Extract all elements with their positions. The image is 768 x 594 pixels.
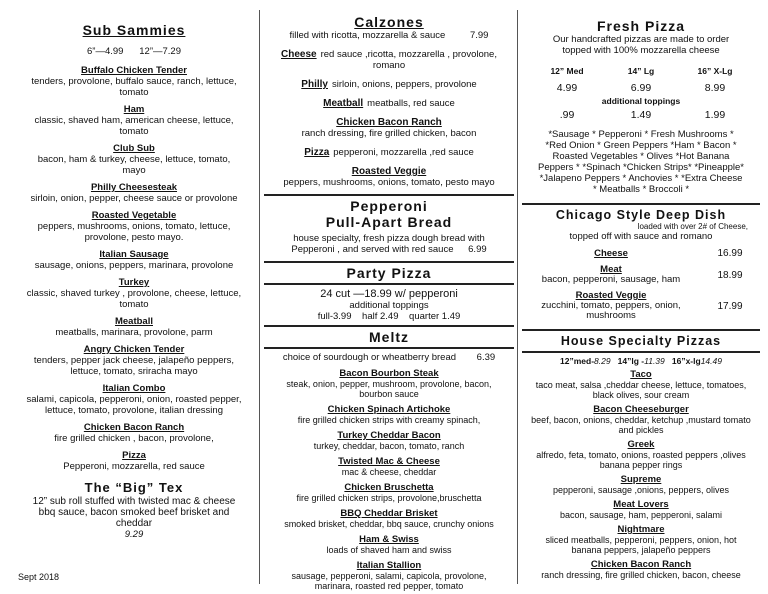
specialty-title: House Specialty Pizzas: [560, 334, 722, 348]
spec-size: 16”x-lg: [671, 356, 701, 366]
meltz-item: [264, 405, 514, 425]
sub-item-name: Angry Chicken Tender: [83, 344, 185, 355]
sub-item-desc: tenders, pepper jack cheese, jalapeño peppers, lettuce, tomato, sriracha mayo: [33, 355, 235, 377]
meltz-desc: mac & cheese, cheddar: [341, 467, 437, 477]
sub-item-desc: meatballs, marinara, provolone, parm: [55, 327, 213, 338]
pullapart-title-1: Pepperoni: [350, 198, 428, 214]
spec-size: 12”med-: [560, 356, 595, 366]
specialty-desc: pepperoni, sausage ,onions, peppers, olives: [552, 485, 730, 495]
specialty-desc: alfredo, feta, tomato, onions, roasted peppers ,olives banana pepper rings: [536, 450, 746, 470]
divider: [264, 325, 514, 327]
calzone-item: [264, 49, 514, 71]
meltz-name: Chicken Bruschetta: [344, 482, 434, 493]
meltz-name: Bacon Bourbon Steak: [339, 368, 439, 379]
calzone-desc: pepperoni, mozzarella ,red sauce: [333, 147, 474, 158]
sub-item-desc: Pepperoni, mozzarella, red sauce: [63, 461, 205, 472]
deep-dish-item: [522, 265, 760, 285]
sub-prices: 6”—4.99 12”—7.29: [87, 46, 181, 57]
pullapart-info: [264, 233, 514, 255]
calzone-list: [264, 49, 514, 188]
fresh-price: 6.99: [630, 82, 652, 94]
deep-dish-name: Cheese: [594, 247, 628, 259]
sub-item-desc: classic, shaved ham, american cheese, lettuce, tomato: [34, 115, 234, 137]
sub-item-desc: fire grilled chicken , bacon, provolone,: [54, 433, 214, 444]
calzones-desc: filled with ricotta, mozzarella & sauce: [289, 30, 446, 41]
meltz-desc: steak, onion, pepper, mushroom, provolone, bacon, bourbon sauce: [286, 379, 492, 399]
sub-item-name: Meatball: [114, 316, 153, 327]
calzone-desc: peppers, mushrooms, onions, tomato, pesto mayo: [283, 177, 495, 188]
calzone-item: [264, 147, 514, 158]
meltz-desc: choice of sourdough or wheatberry bread: [282, 352, 457, 363]
calzones-sub: [264, 30, 514, 41]
meltz-name: Turkey Cheddar Bacon: [337, 430, 441, 441]
spec-price: 8.29: [594, 356, 611, 366]
specialty-item: [522, 405, 760, 435]
specialty-sizes: [522, 356, 760, 366]
divider: [264, 283, 514, 285]
specialty-name: Chicken Bacon Ranch: [590, 559, 692, 570]
meltz-name: BBQ Cheddar Brisket: [340, 508, 438, 519]
sub-list: [14, 65, 254, 472]
specialty-name: Supreme: [620, 474, 662, 485]
specialty-item: [522, 560, 760, 580]
calzone-name: Chicken Bacon Ranch: [336, 117, 442, 128]
big-tex-title: The “Big” Tex: [84, 480, 184, 495]
divider: [522, 351, 760, 353]
big-tex-desc: 12” sub roll stuffed with twisted mac & cheese bbq sauce, bacon smoked beef brisket and cheddar: [32, 496, 236, 529]
calzone-desc: sirloin, onions, peppers, provolone: [331, 79, 477, 90]
divider: [264, 194, 514, 196]
sub-sammies-column: [14, 0, 254, 594]
calzones-title: Calzones: [354, 14, 424, 30]
specialty-name: Bacon Cheeseburger: [593, 404, 689, 415]
menu-date: Sept 2018: [18, 572, 60, 582]
spec-price: 14.49: [700, 356, 722, 366]
sub-sammies-title: Sub Sammies: [82, 22, 186, 38]
deep-dish-info: [522, 249, 700, 259]
pullapart-desc: house specialty, fresh pizza dough bread with Pepperoni , and served with red sauce: [291, 233, 485, 255]
pizza-column: [522, 0, 760, 594]
calzone-name: Meatball: [323, 98, 364, 109]
sub-item-desc: salami, capicola, pepperoni, onion, roasted pepper, lettuce, tomato, provolone, italian dressing: [26, 394, 242, 416]
meltz-desc: fire grilled chicken strips with creamy spinach,: [297, 415, 481, 425]
fresh-add-price: 1.99: [704, 109, 726, 121]
divider: [264, 347, 514, 349]
calzone-desc: meatballs, red sauce: [367, 98, 455, 109]
calzone-name: Philly: [301, 79, 328, 90]
deep-dish-desc: zucchini, tomato, peppers, onion, mushrooms: [541, 300, 681, 321]
specialty-item: [522, 370, 760, 400]
big-tex-price: 9.29: [124, 529, 144, 540]
sub-item-desc: sausage, onions, peppers, marinara, provolone: [34, 260, 234, 271]
calzone-desc: ranch dressing, fire grilled chicken, bacon: [301, 128, 477, 139]
party-pizza-line: 24 cut —18.99 w/ pepperoni: [320, 288, 458, 300]
sub-item-name: Pizza: [122, 450, 146, 461]
column-divider: [517, 10, 518, 584]
meltz-name: Chicken Spinach Artichoke: [327, 404, 451, 415]
party-toppings-label: additional toppings: [349, 300, 429, 311]
fresh-add-label: additional toppings: [601, 96, 681, 106]
deep-dish-name: Meat: [600, 264, 622, 275]
sub-item-name: Buffalo Chicken Tender: [81, 65, 187, 76]
specialty-desc: taco meat, salsa ,cheddar cheese, lettuce, tomatoes, black olives, sour cream: [535, 380, 747, 400]
sub-item-name: Club Sub: [113, 143, 155, 154]
specialty-desc: bacon, sausage, ham, pepperoni, salami: [559, 510, 723, 520]
fresh-pizza-sub: Our handcrafted pizzas are made to order topped with 100% mozzarella cheese: [552, 34, 730, 56]
calzone-desc: red sauce ,ricotta, mozzarella , provolone, romano: [320, 49, 497, 71]
calzone-name: Cheese: [281, 49, 317, 60]
divider: [264, 261, 514, 263]
calzone-item: [264, 98, 514, 109]
fresh-price-row: [530, 82, 752, 94]
sub-item-name: Turkey: [118, 277, 150, 288]
specialty-list: [522, 370, 760, 580]
sub-item-desc: tenders, provolone, buffalo sauce, ranch, lettuce, tomato: [31, 76, 237, 98]
middle-column: [264, 0, 514, 594]
meltz-desc: fire grilled chicken strips, provolone,bruschetta: [296, 493, 482, 503]
fresh-price: 8.99: [704, 82, 726, 94]
specialty-desc: ranch dressing, fire grilled chicken, bacon, cheese: [541, 570, 741, 580]
calzone-item: [264, 79, 514, 90]
meltz-title: Meltz: [369, 329, 409, 345]
sub-item-name: Ham: [123, 104, 145, 115]
fresh-add-price: .99: [559, 109, 575, 121]
sub-item-name: Chicken Bacon Ranch: [83, 422, 185, 433]
meltz-item: [264, 369, 514, 399]
fresh-size: 14” Lg: [627, 66, 655, 76]
meltz-item: [264, 561, 514, 591]
deep-dish-price: 17.99: [717, 300, 743, 312]
meltz-desc: loads of shaved ham and swiss: [326, 545, 452, 555]
divider: [522, 203, 760, 205]
specialty-desc: beef, bacon, onions, cheddar, ketchup ,mustard tomato and pickles: [531, 415, 751, 435]
sub-item-desc: bacon, ham & turkey, cheese, lettuce, tomato, mayo: [37, 154, 231, 176]
specialty-name: Nightmare: [617, 524, 665, 535]
deep-dish-info: [522, 291, 700, 321]
fresh-add-price: 1.49: [630, 109, 652, 121]
meltz-item: [264, 535, 514, 555]
divider: [522, 329, 760, 331]
deep-dish-price: 16.99: [717, 248, 743, 259]
meltz-item: [264, 431, 514, 451]
meltz-item: [264, 483, 514, 503]
meltz-desc: turkey, cheddar, bacon, tomato, ranch: [313, 441, 465, 451]
pullapart-title-2: Pull-Apart Bread: [325, 214, 453, 230]
meltz-name: Ham & Swiss: [359, 534, 419, 545]
meltz-name: Italian Stallion: [356, 560, 422, 571]
spec-price: 11.39: [644, 356, 665, 366]
calzone-item: [264, 117, 514, 139]
calzones-price: 7.99: [469, 30, 489, 41]
sub-item-name: Italian Sausage: [99, 249, 169, 260]
fresh-pizza-title: Fresh Pizza: [596, 18, 686, 34]
deep-dish-price: 18.99: [717, 269, 743, 281]
calzone-item: [264, 166, 514, 188]
fresh-size-row: [530, 66, 752, 76]
deep-dish-item: [522, 248, 760, 259]
calzone-name: Roasted Veggie: [351, 166, 427, 177]
topping-list: *Sausage * Pepperoni * Fresh Mushrooms * *Red Onion * Green Peppers *Ham * Bacon * Roasted Vegetables * Olives *Hot Banana Peppers * *Spinach *Chicken Strips* *Pineapple* *Jalapeno Peppers * Anchovies * *Extra Cheese * Meatballs * Broccoli *: [538, 129, 744, 195]
spec-size: 14”lg -: [617, 356, 645, 366]
party-pizza-title: Party Pizza: [346, 265, 432, 281]
fresh-size: 12” Med: [550, 66, 584, 76]
calzone-name: Pizza: [304, 147, 330, 158]
meltz-name: Twisted Mac & Cheese: [338, 456, 440, 467]
specialty-desc: sliced meatballs, pepperoni, peppers, onion, hot banana peppers, jalapeño peppers: [545, 535, 737, 555]
pullapart-price: 6.99: [468, 244, 487, 255]
deep-dish-desc: bacon, pepperoni, sausage, ham: [541, 274, 681, 285]
deep-dish-sub1: loaded with over 2# of Cheese,: [637, 222, 748, 231]
deep-dish-info: [522, 265, 700, 285]
deep-dish-title: Chicago Style Deep Dish: [555, 208, 727, 222]
deep-dish-name: Roasted Veggie: [575, 290, 647, 301]
sub-item-name: Italian Combo: [102, 383, 166, 394]
specialty-item: [522, 475, 760, 495]
specialty-item: [522, 440, 760, 470]
meltz-sub: [264, 352, 514, 363]
column-divider: [259, 10, 260, 584]
specialty-name: Taco: [630, 369, 652, 380]
meltz-item: [264, 457, 514, 477]
sub-item-name: Philly Cheesesteak: [90, 182, 178, 193]
sub-item-desc: peppers, mushrooms, onions, tomato, lettuce, provolone, pesto mayo.: [37, 221, 231, 243]
fresh-price: 4.99: [556, 82, 578, 94]
meltz-desc: sausage, pepperoni, salami, capicola, provolone, marinara, roasted red pepper, tomato: [291, 571, 487, 591]
specialty-name: Meat Lovers: [613, 499, 669, 510]
sub-item-desc: classic, shaved turkey , provolone, cheese, lettuce, tomato: [26, 288, 242, 310]
meltz-desc: smoked brisket, cheddar, bbq sauce, crunchy onions: [284, 519, 494, 529]
specialty-item: [522, 500, 760, 520]
sub-item-desc: sirloin, onion, pepper, cheese sauce or provolone: [30, 193, 238, 204]
deep-dish-item: [522, 291, 760, 321]
deep-dish-list: [522, 248, 760, 321]
fresh-size: 16” X-Lg: [697, 66, 733, 76]
party-toppings: full-3.99 half 2.49 quarter 1.49: [317, 311, 461, 322]
specialty-name: Greek: [627, 439, 655, 450]
meltz-list: [264, 369, 514, 591]
deep-dish-sub2: topped off with sauce and romano: [569, 231, 713, 242]
meltz-price: 6.39: [476, 352, 496, 363]
fresh-add-row: [530, 109, 752, 121]
meltz-item: [264, 509, 514, 529]
specialty-item: [522, 525, 760, 555]
sub-item-name: Roasted Vegetable: [91, 210, 177, 221]
